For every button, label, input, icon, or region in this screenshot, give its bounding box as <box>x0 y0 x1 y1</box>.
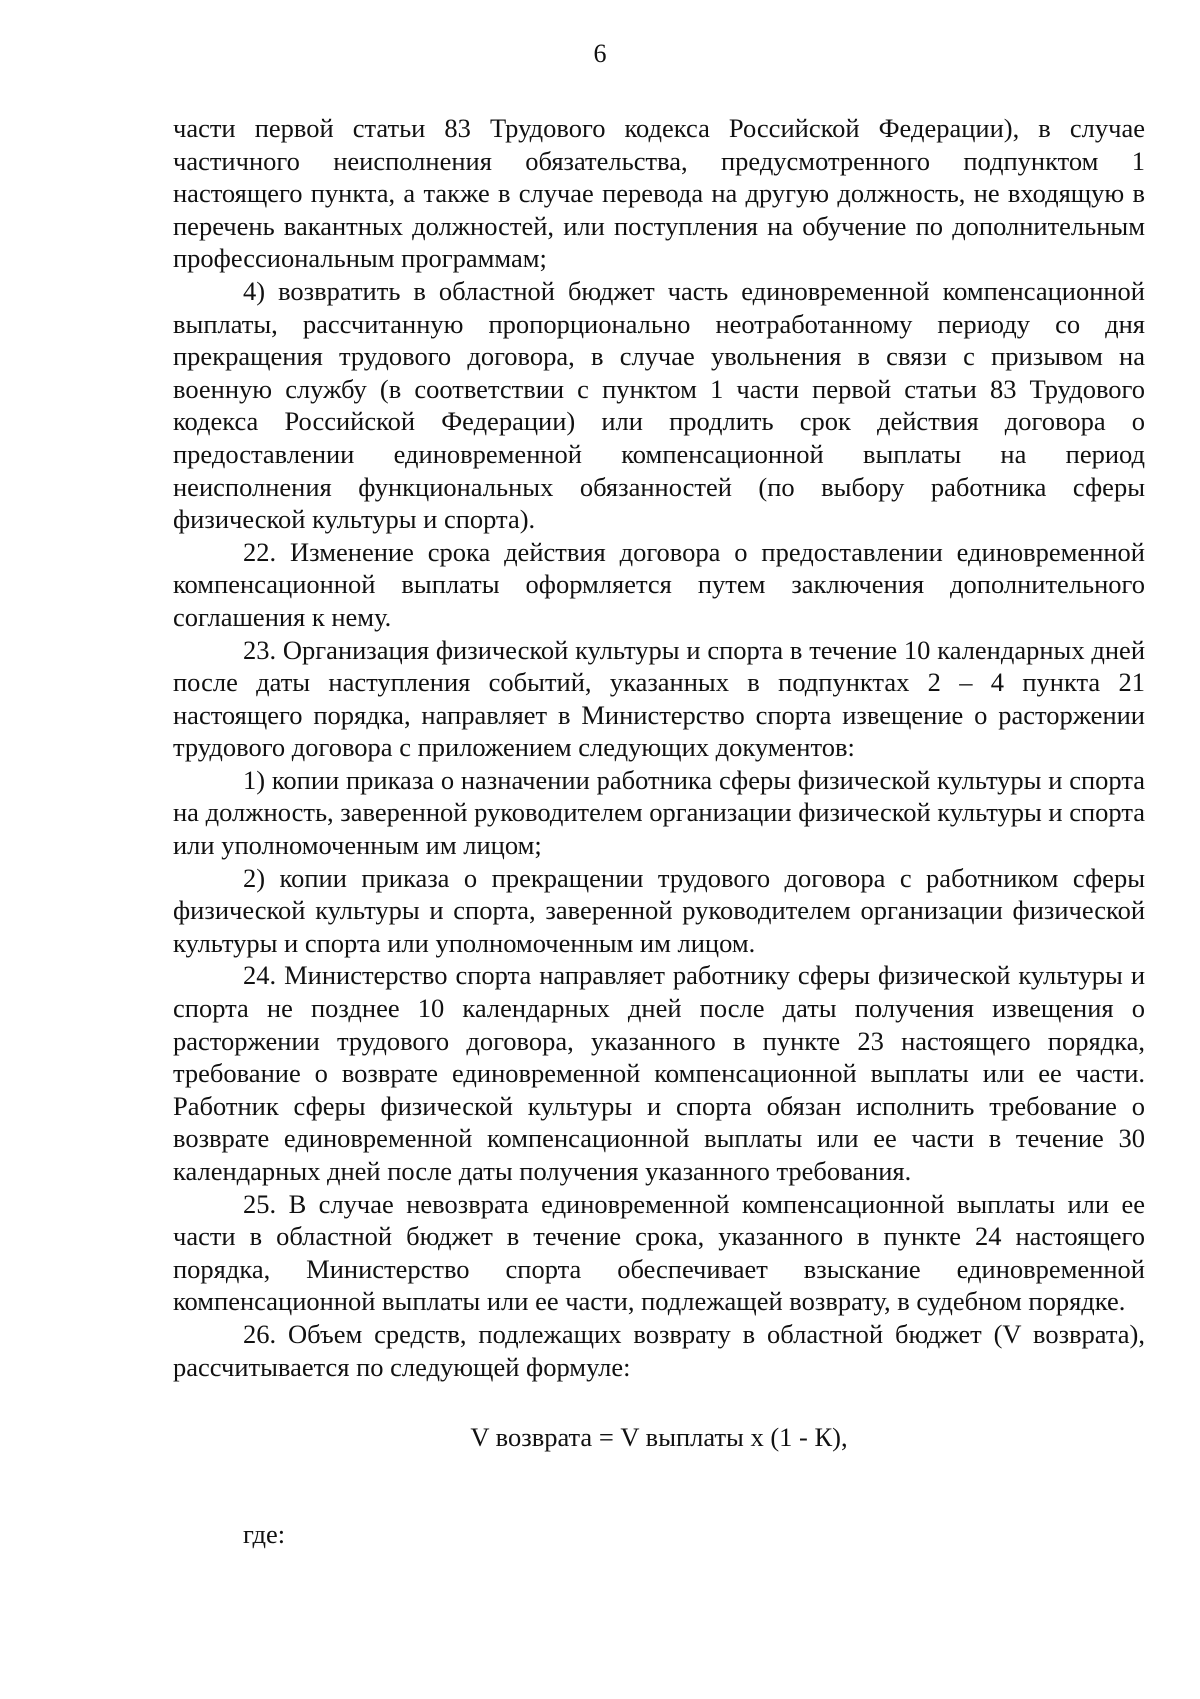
paragraph-subitem-4: 4) возвратить в областной бюджет часть единовременной компенсационной выплаты, рассчитанную пропорционально неотработанному периоду со дня прекращения трудового договора, в случае увольнения в связи с призывом на военную службу (в соответствии с пунктом 1 части первой статьи 83 Трудового кодекса Российской Федерации) или продлить срок действия договора о предоставлении единовременной компенсационной выплаты на период неисполнения функциональных обязанностей (по выбору работника сферы физической культуры и спорта). <box>173 275 1145 535</box>
paragraph-26: 26. Объем средств, подлежащих возврату в областной бюджет (V возврата), рассчитывается по следующей формуле: <box>173 1318 1145 1382</box>
page-number: 6 <box>593 39 607 68</box>
paragraph-23: 23. Организация физической культуры и спорта в течение 10 календарных дней после даты наступления событий, указанных в подпунктах 2 – 4 пункта 21 настоящего порядка, направляет в Министерство спорта извещение о расторжении трудового договора с приложением следующих документов: <box>173 634 1145 763</box>
paragraph-22: 22. Изменение срока действия договора о предоставлении единовременной компенсационной выплаты оформляется путем заключения дополнительного соглашения к нему. <box>173 536 1145 632</box>
paragraph-23-item-2: 2) копии приказа о прекращении трудового договора с работником сферы физической культуры и спорта, заверенной руководителем организации физической культуры и спорта или уполномоченным им лицом. <box>173 862 1145 958</box>
where-label: где: <box>243 1518 286 1549</box>
paragraph-23-item-1: 1) копии приказа о назначении работника сферы физической культуры и спорта на должность, заверенной руководителем организации физической культуры и спорта или уполномоченным им лицом; <box>173 764 1145 861</box>
paragraph-continuation: части первой статьи 83 Трудового кодекса Российской Федерации), в случае частичного неисполнения обязательства, предусмотренного подпунктом 1 настоящего пункта, а также в случае перевода на другую должность, не входящую в перечень вакантных должностей, или поступления на обучение по дополнительным профессиональным программам; <box>173 113 1145 274</box>
paragraph-25: 25. В случае невозврата единовременной компенсационной выплаты или ее части в областной бюджет в течение срока, указанного в пункте 24 настоящего порядка, Министерство спорта обеспечивает взыскание единовременной компенсационной выплаты или ее части, подлежащей возврату, в судебном порядке. <box>173 1188 1145 1317</box>
return-formula: V возврата = V выплаты х (1 - К), <box>470 1422 848 1453</box>
paragraph-24: 24. Министерство спорта направляет работнику сферы физической культуры и спорта не позднее 10 календарных дней после даты получения извещения о расторжении трудового договора, указанного в пункте 23 настоящего порядка, требование о возврате единовременной компенсационной выплаты или ее части. Работник сферы физической культуры и спорта обязан исполнить требование о возврате единовременной компенсационной выплаты или ее части в течение 30 календарных дней после даты получения указанного требования. <box>173 960 1145 1186</box>
document-body <box>173 112 1145 1550</box>
